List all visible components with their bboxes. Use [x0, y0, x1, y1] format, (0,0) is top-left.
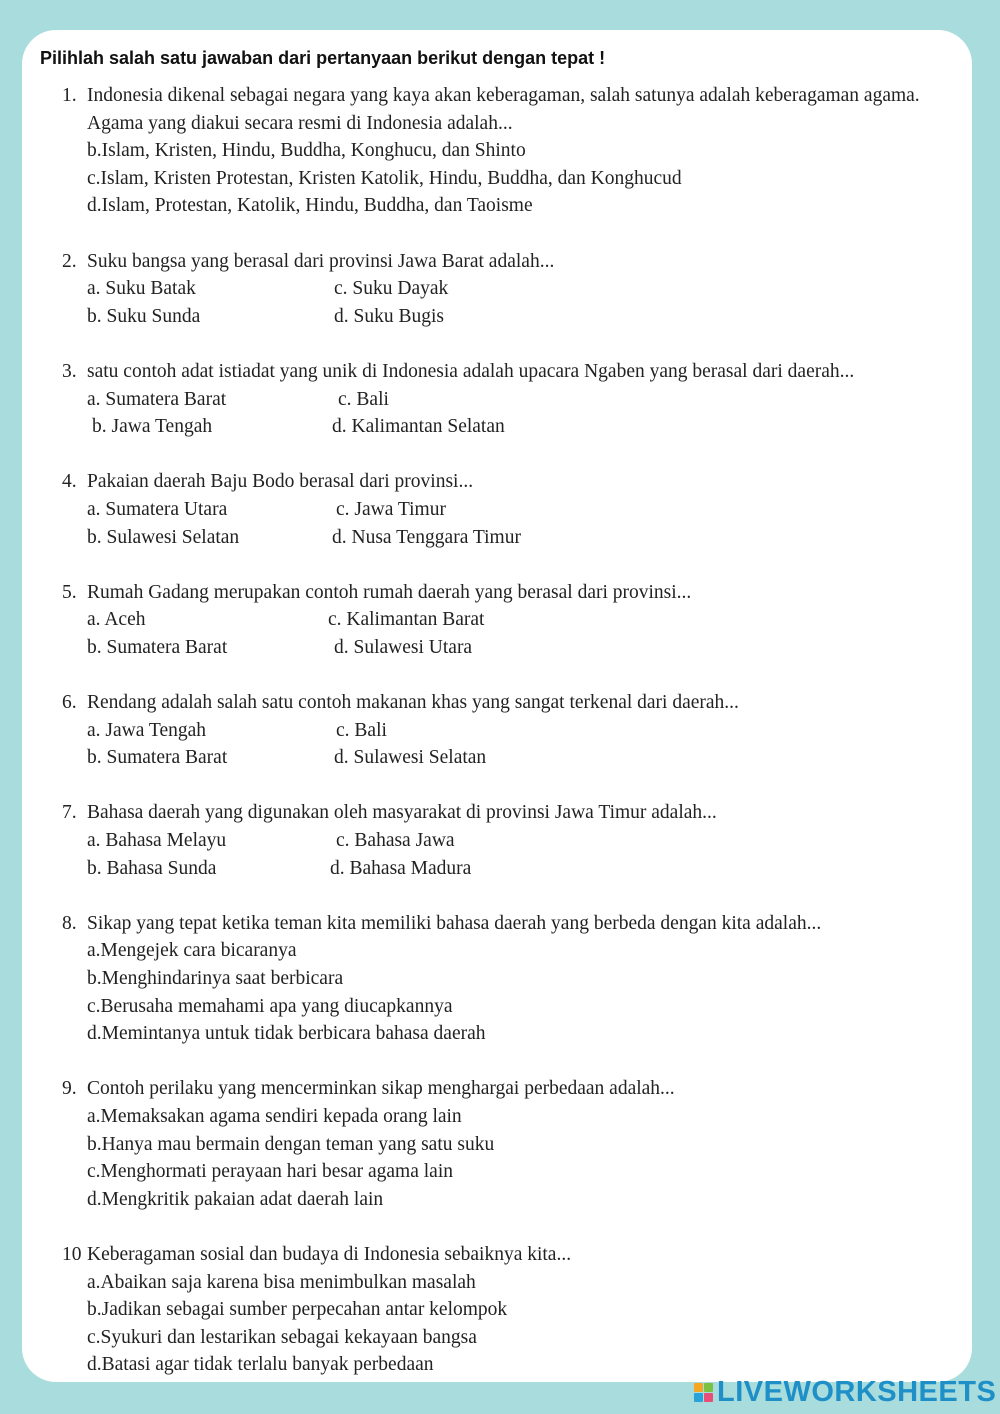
answer-option[interactable]: d. Kalimantan Selatan: [332, 416, 505, 438]
answer-option[interactable]: a. Suku Batak: [87, 278, 196, 300]
answer-option[interactable]: b.Jadikan sebagai sumber perpecahan antar kelompok: [87, 1299, 508, 1321]
answer-option[interactable]: b. Sumatera Barat: [87, 636, 228, 658]
answer-row: [62, 606, 967, 634]
question-stem: [62, 248, 967, 276]
question-stem: [62, 1241, 967, 1269]
question-9: [62, 1075, 967, 1213]
answer-option[interactable]: c. Suku Dayak: [334, 278, 449, 300]
answer-option[interactable]: a. Sumatera Utara: [87, 498, 228, 520]
question-number: 4.: [62, 471, 77, 493]
question-number: 5.: [62, 581, 77, 603]
question-number: 8.: [62, 912, 77, 934]
answer-option[interactable]: a.Abaikan saja karena bisa menimbulkan masalah: [87, 1271, 476, 1293]
question-text: Keberagaman sosial dan budaya di Indonesia sebaiknya kita...: [87, 1243, 572, 1265]
answer-row: [62, 496, 967, 524]
question-text: Bahasa daerah yang digunakan oleh masyarakat di provinsi Jawa Timur adalah...: [87, 802, 717, 824]
logo-square-i: [704, 1383, 713, 1392]
question-6: [62, 689, 967, 772]
logo-square-v: [694, 1393, 703, 1402]
answer-row: [62, 827, 967, 855]
answer-row: [62, 275, 967, 303]
instruction-heading: Pilihlah salah satu jawaban dari pertanyaan berikut dengan tepat !: [40, 48, 606, 68]
question-10: [62, 1241, 967, 1379]
answer-row: [62, 524, 967, 552]
answer-option[interactable]: d. Suku Bugis: [334, 305, 444, 327]
answer-option[interactable]: b. Sulawesi Selatan: [87, 526, 240, 548]
answer-row: [62, 634, 967, 662]
answer-option[interactable]: c. Bahasa Jawa: [336, 830, 455, 852]
question-text: Contoh perilaku yang mencerminkan sikap menghargai perbedaan adalah...: [87, 1078, 675, 1100]
question-stem: [62, 799, 967, 827]
question-1: [62, 82, 967, 220]
answer-option[interactable]: d. Sulawesi Utara: [334, 636, 473, 658]
answer-option[interactable]: c.Syukuri dan lestarikan sebagai kekayaan bangsa: [87, 1326, 477, 1348]
answer-option[interactable]: a. Sumatera Barat: [87, 388, 227, 410]
answer-option[interactable]: b. Bahasa Sunda: [87, 857, 217, 879]
answer-row: [62, 386, 967, 414]
answer-option[interactable]: d. Nusa Tenggara Timur: [332, 526, 521, 548]
question-number: 1.: [62, 85, 77, 106]
question-number: 7.: [62, 802, 77, 824]
liveworksheets-logo: [694, 1376, 996, 1408]
answer-option[interactable]: b.Hanya mau bermain dengan teman yang satu suku: [87, 1133, 495, 1155]
answer-option[interactable]: d. Bahasa Madura: [330, 857, 472, 879]
answer-option[interactable]: c.Berusaha memahami apa yang diucapkannya: [87, 995, 453, 1017]
answer-row: [62, 413, 967, 441]
logo-square-l: [694, 1383, 703, 1392]
question-stem: [62, 82, 967, 137]
question-8: [62, 910, 967, 1048]
answer-row: [62, 717, 967, 745]
question-4: [62, 468, 967, 551]
answer-option[interactable]: d.Memintanya untuk tidak berbicara bahasa daerah: [87, 1023, 486, 1045]
answer-option[interactable]: d.Batasi agar tidak terlalu banyak perbedaan: [87, 1354, 434, 1376]
question-text: Suku bangsa yang berasal dari provinsi Jawa Barat adalah...: [87, 250, 555, 272]
answer-option[interactable]: a.Mengejek cara bicaranya: [87, 940, 297, 962]
question-stem: [62, 1075, 967, 1103]
answer-option[interactable]: c. Bali: [338, 388, 389, 410]
question-text: Rumah Gadang merupakan contoh rumah daerah yang berasal dari provinsi...: [87, 581, 692, 603]
question-stem: [62, 358, 967, 386]
answer-option[interactable]: b.Islam, Kristen, Hindu, Buddha, Konghucu, dan Shinto: [87, 140, 526, 162]
question-text: Sikap yang tepat ketika teman kita memiliki bahasa daerah yang berbeda dengan kita adalah...: [87, 912, 822, 934]
answer-option[interactable]: c. Kalimantan Barat: [328, 609, 485, 631]
answer-option[interactable]: b. Suku Sunda: [87, 305, 201, 327]
question-text: satu contoh adat istiadat yang unik di Indonesia adalah upacara Ngaben yang berasal dari daerah...: [87, 360, 855, 382]
question-2: [62, 248, 967, 331]
question-3: [62, 358, 967, 441]
answer-option[interactable]: c. Jawa Timur: [336, 498, 446, 520]
question-stem: [62, 579, 967, 607]
question-5: [62, 579, 967, 662]
question-number: 3.: [62, 360, 77, 382]
answer-row: [62, 744, 967, 772]
question-text: Rendang adalah salah satu contoh makanan khas yang sangat terkenal dari daerah...: [87, 692, 739, 714]
answer-option[interactable]: c.Islam, Kristen Protestan, Kristen Katolik, Hindu, Buddha, dan Konghucud: [87, 167, 682, 189]
question-7: [62, 799, 967, 882]
liveworksheets-logo-text: LIVEWORKSHEETS: [717, 1375, 997, 1408]
question-number: 6.: [62, 692, 77, 714]
answer-option[interactable]: a.Memaksakan agama sendiri kepada orang lain: [87, 1105, 462, 1127]
answer-option[interactable]: d. Sulawesi Selatan: [334, 747, 487, 769]
answer-option[interactable]: c.Menghormati perayaan hari besar agama lain: [87, 1161, 453, 1183]
answer-option[interactable]: b.Menghindarinya saat berbicara: [87, 968, 344, 989]
answer-option[interactable]: d.Mengkritik pakaian adat daerah lain: [87, 1188, 384, 1210]
answer-option[interactable]: b. Sumatera Barat: [87, 747, 228, 769]
answer-option[interactable]: a. Bahasa Melayu: [87, 830, 227, 852]
liveworksheets-logo-icon: [694, 1383, 713, 1402]
question-stem: [62, 689, 967, 717]
answer-row: [62, 303, 967, 331]
answer-option[interactable]: c. Bali: [336, 719, 387, 741]
answer-option[interactable]: d.Islam, Protestan, Katolik, Hindu, Buddha, dan Taoisme: [87, 195, 533, 217]
answer-row: [62, 855, 967, 883]
answer-option[interactable]: b. Jawa Tengah: [92, 416, 213, 438]
question-text: Indonesia dikenal sebagai negara yang kaya akan keberagaman, salah satunya adalah keberagaman agama. Agama yang diakui secara resmi di Indonesia adalah...: [87, 85, 920, 134]
logo-square-e: [704, 1393, 713, 1402]
question-number: 10: [62, 1243, 82, 1265]
question-number: 9.: [62, 1078, 77, 1100]
question-stem: [62, 910, 967, 938]
question-list: [62, 82, 967, 1407]
question-number: 2.: [62, 250, 77, 272]
answer-option[interactable]: a. Aceh: [87, 609, 146, 631]
answer-option[interactable]: a. Jawa Tengah: [87, 719, 207, 741]
question-stem: [62, 468, 967, 496]
question-text: Pakaian daerah Baju Bodo berasal dari provinsi...: [87, 471, 474, 493]
